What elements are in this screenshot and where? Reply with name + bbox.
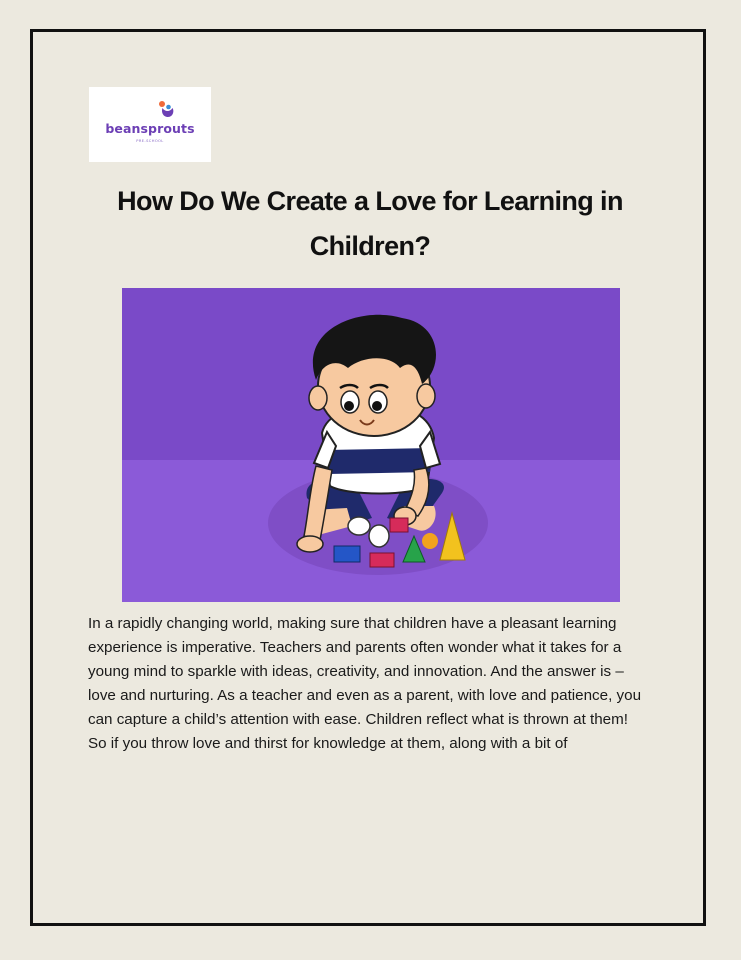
title-line: How Do We Create a Love for Learning in <box>117 186 623 216</box>
title-line: Children? <box>309 231 431 261</box>
article-body <box>88 612 648 756</box>
boy-playing-blocks-image <box>122 288 620 602</box>
hero-illustration <box>122 288 620 602</box>
body-line: young mind to sparkle with ideas, creativity, and innovation. And the answer is – <box>88 663 624 680</box>
body-line: In a rapidly changing world, making sure that children have a pleasant learning <box>88 615 617 632</box>
brand-name: beansprouts <box>105 121 195 136</box>
body-line: experience is imperative. Teachers and parents often wonder what it takes for a <box>88 639 622 656</box>
brand-tagline: PRE-SCHOOL <box>136 139 164 143</box>
body-line: can capture a child’s attention with ease. Children reflect what is thrown at them! <box>88 711 629 728</box>
beansprouts-logo <box>89 87 211 162</box>
body-line: love and nurturing. As a teacher and even as a parent, with love and patience, you <box>88 687 642 704</box>
body-line: So if you throw love and thirst for knowledge at them, along with a bit of <box>88 735 568 752</box>
page-title <box>90 179 650 269</box>
